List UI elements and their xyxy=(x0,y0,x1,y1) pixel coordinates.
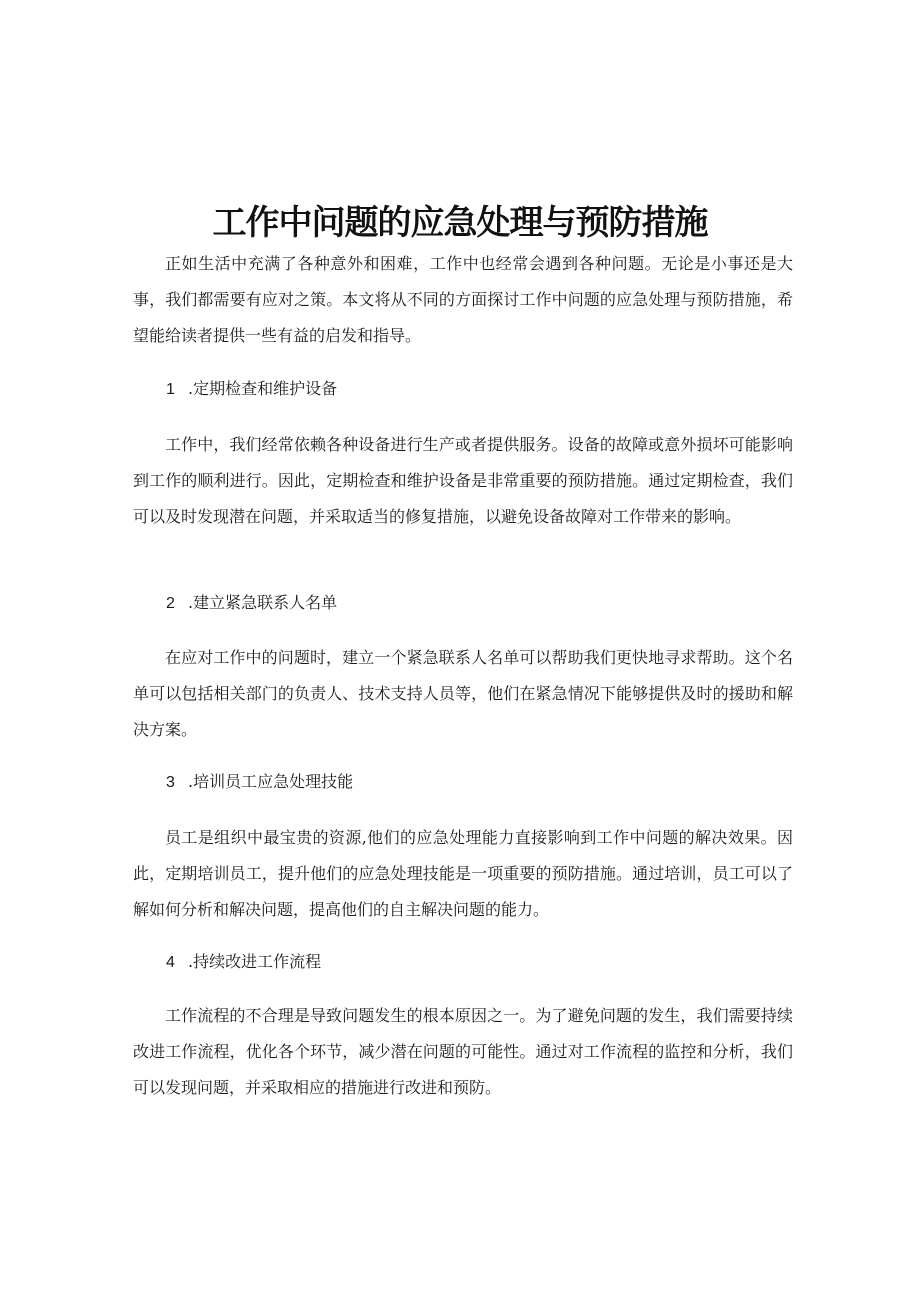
section-heading-1 xyxy=(166,377,337,402)
intro-paragraph: 正如生活中充满了各种意外和困难，工作中也经常会遇到各种问题。无论是小事还是大事，我们都需要有应对之策。本文将从不同的方面探讨工作中问题的应急处理与预防措施，希望能给读者提供一些有益的启发和指导。 xyxy=(133,254,793,345)
section-heading-text: .培训员工应急处理技能 xyxy=(188,772,354,791)
section-body-4: 工作流程的不合理是导致问题发生的根本原因之一。为了避免问题的发生，我们需要持续改进工作流程，优化各个环节，减少潜在问题的可能性。通过对工作流程的监控和分析，我们可以发现问题，并采取相应的措施进行改进和预防。 xyxy=(133,1006,793,1097)
section-number: 4 xyxy=(166,954,175,971)
section-heading-text: .持续改进工作流程 xyxy=(188,952,322,971)
section-number: 1 xyxy=(166,381,175,398)
section-heading-text: .定期检查和维护设备 xyxy=(188,379,338,398)
section-heading-3 xyxy=(166,770,353,795)
section-heading-text: .建立紧急联系人名单 xyxy=(188,593,338,612)
page-title: 工作中问题的应急处理与预防措施 xyxy=(212,202,708,243)
section-heading-4 xyxy=(166,950,321,975)
section-number: 2 xyxy=(166,595,175,612)
section-heading-2 xyxy=(166,591,337,616)
section-body-2: 在应对工作中的问题时，建立一个紧急联系人名单可以帮助我们更快地寻求帮助。这个名单可以包括相关部门的负责人、技术支持人员等，他们在紧急情况下能够提供及时的援助和解决方案。 xyxy=(133,648,793,739)
section-body-1: 工作中，我们经常依赖各种设备进行生产或者提供服务。设备的故障或意外损坏可能影响到工作的顺利进行。因此，定期检查和维护设备是非常重要的预防措施。通过定期检查，我们可以及时发现潜在问题，并采取适当的修复措施，以避免设备故障对工作带来的影响。 xyxy=(133,435,793,526)
section-number: 3 xyxy=(166,774,175,791)
section-body-3: 员工是组织中最宝贵的资源,他们的应急处理能力直接影响到工作中问题的解决效果。因此，定期培训员工，提升他们的应急处理技能是一项重要的预防措施。通过培训，员工可以了解如何分析和解决问题，提高他们的自主解决问题的能力。 xyxy=(133,828,793,919)
